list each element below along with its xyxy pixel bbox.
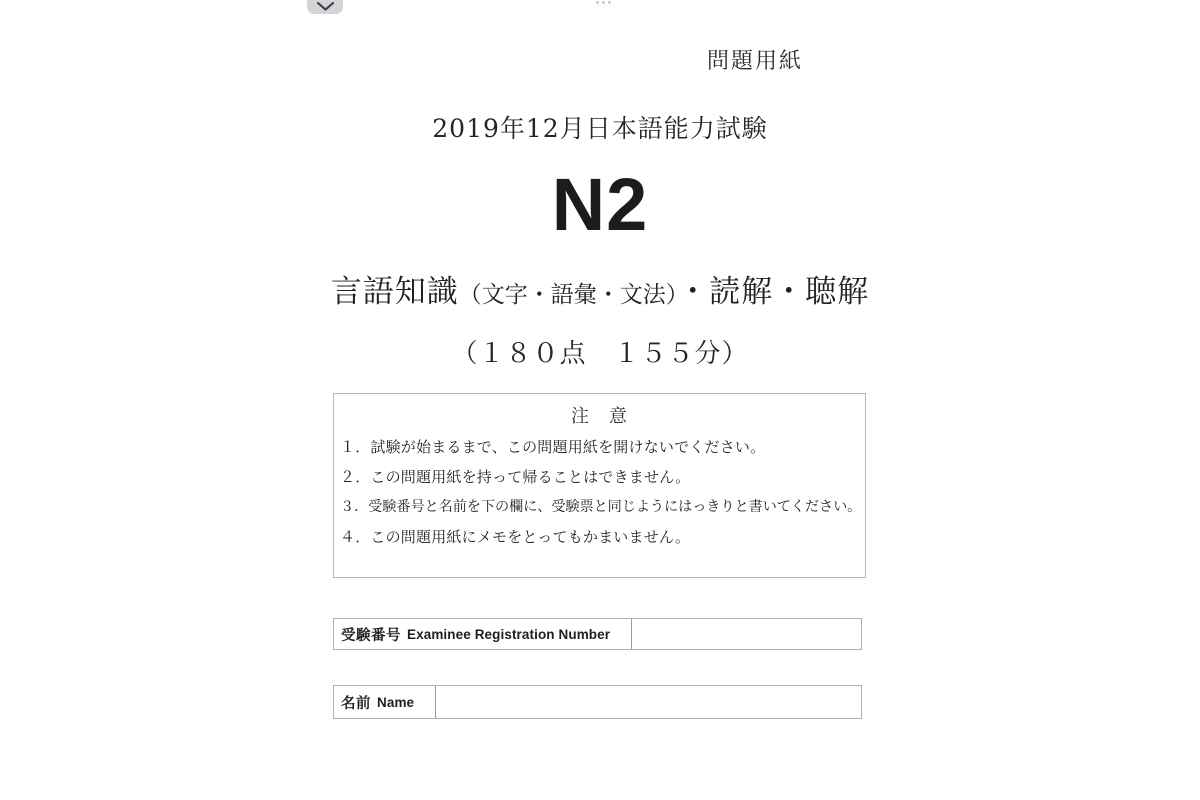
overflow-menu-icon[interactable]	[588, 0, 618, 11]
overflow-dot	[602, 1, 605, 4]
notice-item: ２．この問題用紙を持って帰ることはできません。	[340, 468, 691, 486]
score-and-duration: （１８０点 １５５分）	[451, 339, 749, 369]
registration-number-label	[334, 619, 632, 649]
notice-box	[333, 393, 866, 578]
chevron-down-icon[interactable]	[307, 0, 343, 14]
notice-item: ４．この問題用紙にメモをとってもかまいません。	[340, 528, 691, 546]
registration-number-label-en: Examinee Registration Number	[407, 626, 611, 642]
viewer-chrome	[0, 0, 1200, 26]
name-label	[334, 686, 436, 718]
subject-main-left: 言語知識	[330, 274, 459, 310]
notice-item: ３．受験番号と名前を下の欄に、受験票と同じようにはっきりと書いてください。	[340, 499, 862, 515]
examinee-name-row	[333, 685, 862, 719]
exam-subject-line	[0, 266, 1200, 311]
overflow-dot	[596, 1, 599, 4]
registration-number-label-jp: 受験番号	[341, 626, 401, 644]
name-label-jp: 名前	[341, 694, 371, 712]
subject-parenthetical: （文字・語彙・文法）	[458, 282, 678, 308]
exam-level-heading: N2	[551, 163, 649, 246]
exam-date-title: 2019年12月日本語能力試験	[432, 114, 768, 143]
page-header-label: 問題用紙	[706, 49, 803, 74]
name-input[interactable]	[436, 686, 861, 718]
examinee-registration-number-row	[333, 618, 862, 650]
notice-title: 注 意	[571, 406, 628, 427]
notice-item: １．試験が始まるまで、この問題用紙を開けないでください。	[340, 438, 766, 456]
name-label-en: Name	[377, 694, 415, 710]
registration-number-input[interactable]	[632, 619, 861, 649]
notice-list	[340, 432, 861, 552]
overflow-dot	[608, 1, 611, 4]
subject-main-right: ・読解・聴解	[677, 274, 870, 310]
